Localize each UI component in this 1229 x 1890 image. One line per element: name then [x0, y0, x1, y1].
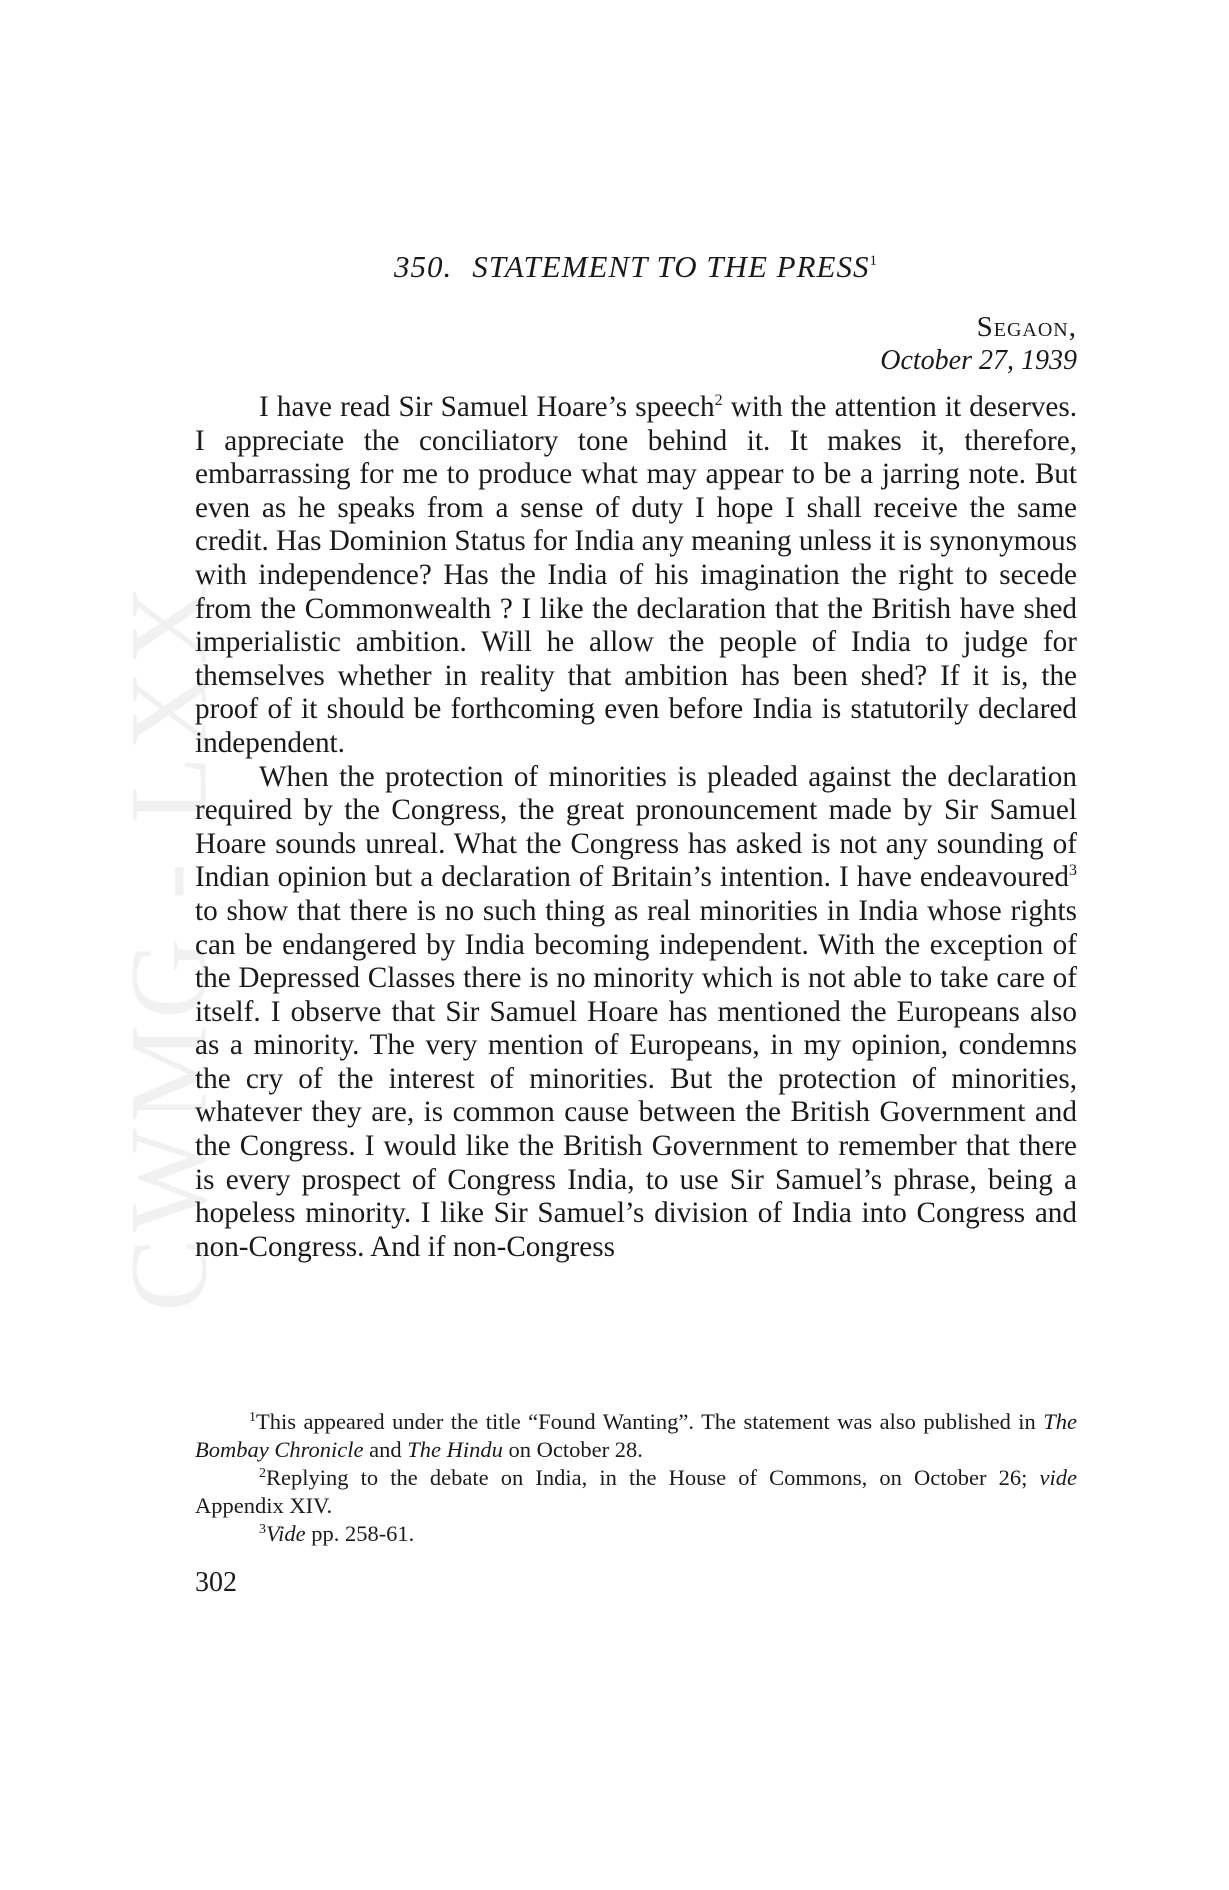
footnote-2-marker: 2 [259, 1466, 266, 1481]
paragraph-1-part-b: with the attention it deserves. I appreciate the conciliatory tone behind it. It makes it, therefore, embarrassing for me to produce what may appear to be a jarring note. But even as he speaks from a sense of duty I hope I shall receive the same credit. Has Dominion Status for India any meaning unless it is synonymous with independence? Has the India of his imagination the right to secede from the Commonwealth ? I like the declaration that the British have shed imperialistic ambition. Will he allow the people of India to judge for themselves whether in reality that ambition has been shed? If it is, the proof of it should be forthcoming even before India is statutorily declared independent. [195, 391, 1078, 759]
footnote-ref-1: 1 [869, 253, 878, 269]
dateline-date: October 27, 1939 [880, 345, 1077, 376]
document-title: STATEMENT TO THE PRESS [472, 249, 870, 284]
footnote-1 [195, 1408, 1077, 1464]
footnote-1-text-b: and [363, 1437, 408, 1462]
footnote-2-italic: vide [1039, 1465, 1077, 1490]
document-number: 350. [394, 249, 453, 284]
dateline-place: Segaon, [976, 311, 1077, 343]
paragraph-2 [195, 761, 1077, 1265]
page-title [195, 249, 1077, 285]
footnote-ref-2: 2 [714, 392, 723, 409]
paragraph-1-part-a: I have read Sir Samuel Hoare’s speech [259, 391, 715, 423]
paragraph-1 [195, 391, 1077, 761]
footnote-2-text-b: Appendix XIV. [195, 1493, 333, 1518]
footnote-1-marker: 1 [249, 1410, 256, 1425]
footnote-3-text-b: pp. 258-61. [305, 1521, 415, 1546]
watermark-text: CWMG - LXX [108, 578, 231, 1312]
footnote-1-publication-1: The Bombay Chronicle [195, 1409, 1077, 1462]
footnote-ref-3: 3 [1069, 862, 1077, 880]
paragraph-2-part-b: to show that there is no such thing as real minorities in India whose rights can be endangered by India becoming independent. With the exception of the Depressed Classes there is no minority which is not able to take care of itself. I observe that Sir Samuel Hoare has mentioned the Europeans also as a minority. The very mention of Europeans, in my opinion, condemns the cry of the interest of minorities. But the protection of minorities, whatever they are, is common cause between the British Government and the Congress. I would like the British Government to remember that there is every prospect of Congress India, to use Sir Samuel’s phrase, being a hopeless minority. I like Sir Samuel’s division of India into Congress and non-Congress. And if non-Congress [195, 894, 1077, 1263]
footnote-2-text-a: Replying to the debate on India, in the House of Commons, on October 26; [266, 1465, 1040, 1490]
footnote-1-text-c: on October 28. [502, 1437, 643, 1462]
footnote-3-marker: 3 [259, 1522, 266, 1537]
paragraph-2-part-a: When the protection of minorities is pleaded against the declaration required by the Congress, the great pronouncement made by Sir Samuel Hoare sounds unreal. What the Congress has asked is not any sounding of Indian opinion but a declaration of Britain’s intention. I have endeavoured [195, 760, 1077, 894]
footnote-1-text-a: This appeared under the title “Found Wanting”. The statement was also published in [256, 1409, 1044, 1434]
page-number: 302 [195, 1567, 237, 1598]
footnote-2 [195, 1464, 1077, 1520]
footnote-1-publication-2: The Hindu [407, 1437, 503, 1462]
body-text [195, 391, 1077, 1264]
footnote-3 [195, 1520, 1077, 1548]
footnotes [195, 1408, 1077, 1548]
footnote-3-italic: Vide [266, 1521, 306, 1546]
